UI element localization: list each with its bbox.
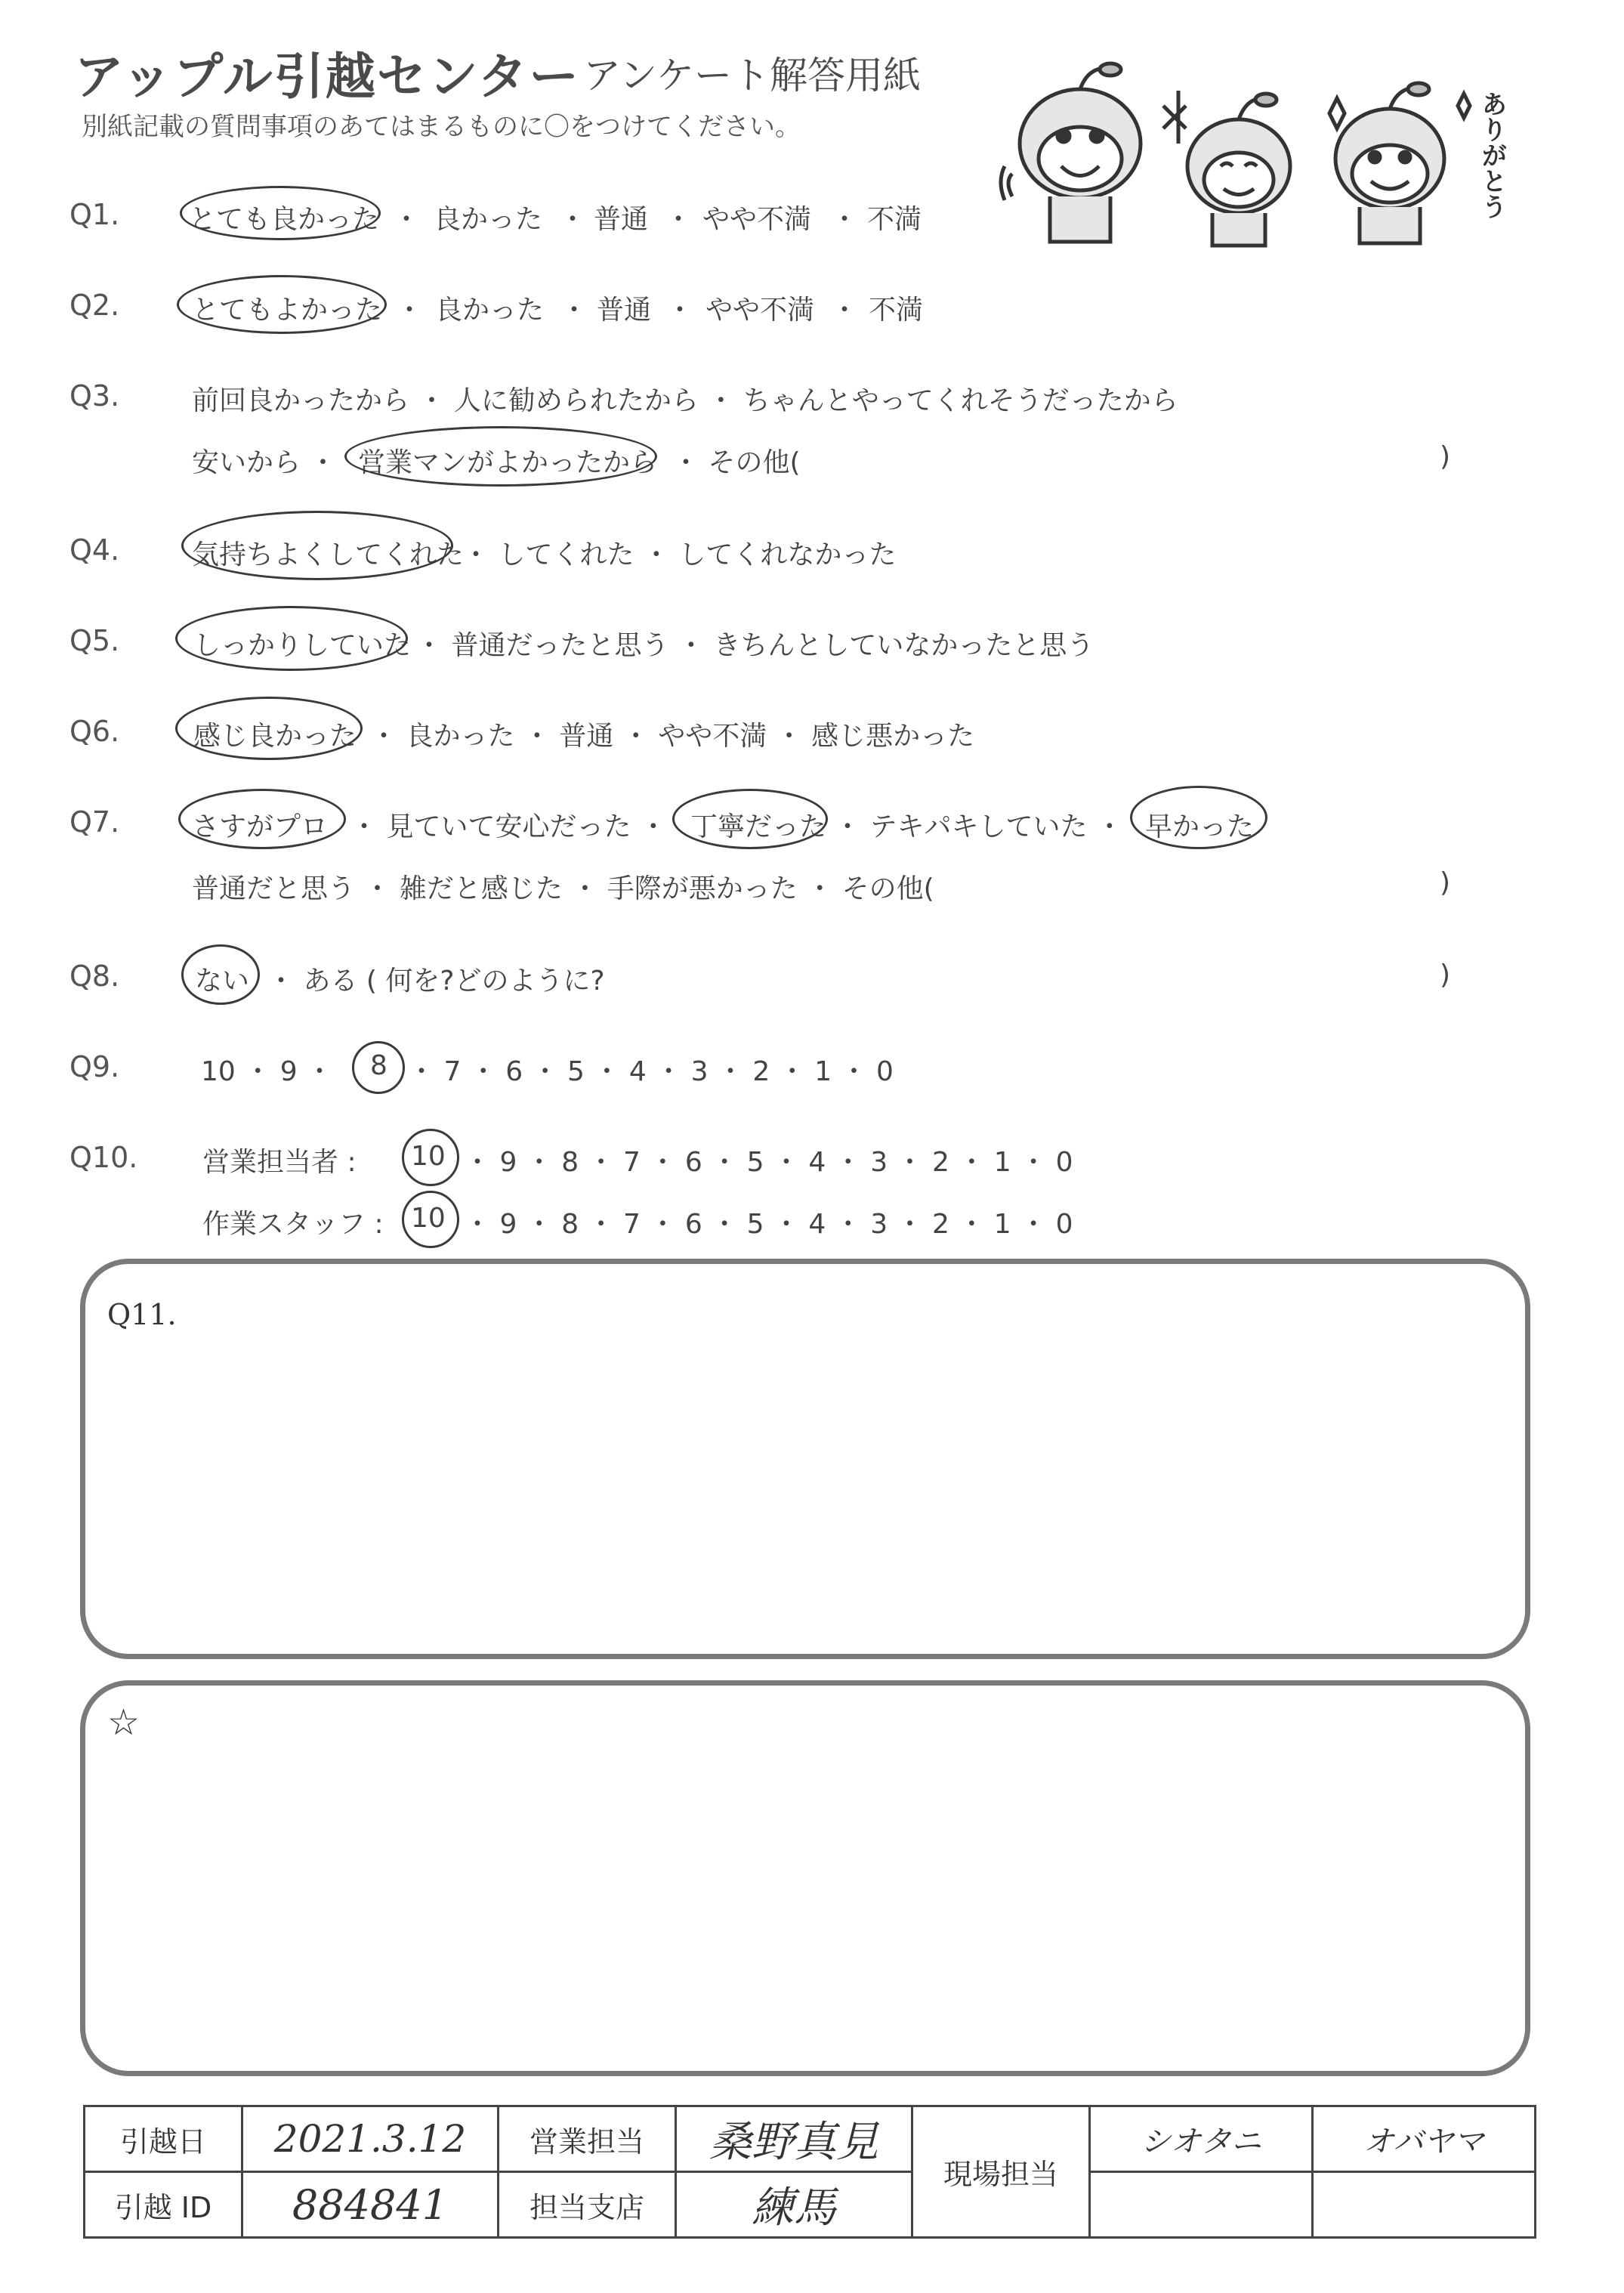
q10-staff-scale[interactable]: ・ 9 ・ 8 ・ 7 ・ 6 ・ 5 ・ 4 ・ 3 ・ 2 ・ 1 ・ 0 bbox=[464, 1209, 1073, 1240]
q10-sales-scale[interactable]: ・ 9 ・ 8 ・ 7 ・ 6 ・ 5 ・ 4 ・ 3 ・ 2 ・ 1 ・ 0 bbox=[464, 1147, 1073, 1178]
q7-option-polite[interactable]: 丁寧だった bbox=[690, 811, 827, 842]
q2-separator: ・ bbox=[666, 295, 694, 326]
q2-separator: ・ bbox=[831, 295, 859, 326]
q2-option-5[interactable]: 不満 bbox=[869, 295, 924, 326]
q9-scale-high[interactable]: 10 ・ 9 ・ bbox=[201, 1056, 334, 1087]
q10-sales-score-selected[interactable]: 10 bbox=[411, 1141, 446, 1172]
q5-option-1[interactable]: しっかりしていた bbox=[193, 630, 412, 661]
q10-staff-label: 作業スタッフ : bbox=[202, 1209, 384, 1240]
q9-scale-low[interactable]: ・ 7 ・ 6 ・ 5 ・ 4 ・ 3 ・ 2 ・ 1 ・ 0 bbox=[408, 1056, 894, 1087]
q2-selection-circle bbox=[177, 275, 387, 334]
q2-option-3[interactable]: 普通 bbox=[597, 295, 652, 326]
q6-option-1[interactable]: 感じ良かった bbox=[193, 721, 357, 752]
q10-sales-selection-circle bbox=[402, 1129, 459, 1186]
q7-option-fast[interactable]: 早かった bbox=[1145, 811, 1255, 842]
q7-selection-circle-2 bbox=[672, 789, 828, 849]
branch-label: 担当支店 bbox=[499, 2172, 676, 2238]
q7-option-pro[interactable]: さすがプロ bbox=[192, 811, 329, 842]
q10-staff-selection-circle bbox=[402, 1191, 459, 1248]
q1-option-2[interactable]: 良かった bbox=[434, 204, 543, 235]
q2-option-1[interactable]: とてもよかった bbox=[192, 295, 383, 326]
q10-sales-label: 営業担当者 : bbox=[202, 1147, 357, 1178]
branch-value: 練馬 bbox=[676, 2172, 912, 2238]
q2-option-4[interactable]: やや不満 bbox=[705, 295, 815, 326]
sales-rep-value: 桑野真見 bbox=[676, 2106, 912, 2172]
q1-separator: ・ bbox=[559, 204, 587, 235]
move-id-label: 引越 ID bbox=[85, 2172, 242, 2238]
q7-selection-circle-1 bbox=[178, 789, 346, 849]
q6-other-options[interactable]: ・ 良かった ・ 普通 ・ やや不満 ・ 感じ悪かった bbox=[370, 721, 975, 752]
q1-separator: ・ bbox=[393, 204, 421, 235]
q1-separator: ・ bbox=[831, 204, 859, 235]
q5-other-options[interactable]: ・ 普通だったと思う ・ きちんとしていなかったと思う bbox=[415, 630, 1095, 661]
star-comment-box[interactable] bbox=[80, 1680, 1530, 2076]
q10-label: Q10. bbox=[69, 1141, 138, 1174]
site-rep-4-empty bbox=[1313, 2172, 1536, 2238]
q7-option-safe[interactable]: ・ 見ていて安心だった ・ bbox=[350, 811, 667, 842]
q9-selection-circle bbox=[352, 1041, 405, 1094]
q3-option-other[interactable]: ・ その他( bbox=[672, 447, 801, 478]
q4-selection-circle bbox=[181, 511, 453, 580]
form-title: アップル引越センター bbox=[74, 48, 581, 106]
q2-separator: ・ bbox=[560, 295, 588, 326]
move-id-value: 884841 bbox=[242, 2172, 499, 2238]
q7-selection-circle-3 bbox=[1130, 786, 1267, 849]
move-info-table bbox=[83, 2105, 1536, 2239]
q9-label: Q9. bbox=[69, 1050, 120, 1083]
q1-label: Q1. bbox=[69, 198, 120, 231]
monkey-mascots-illustration bbox=[997, 45, 1541, 249]
q7-options-line-2[interactable]: 普通だと思う ・ 雑だと感じた ・ 手際が悪かった ・ その他( bbox=[192, 873, 934, 904]
q8-selection-circle bbox=[181, 944, 260, 1005]
site-rep-1-value: シオタニ bbox=[1090, 2106, 1313, 2172]
monkey-mascot-icon bbox=[1001, 63, 1141, 242]
site-rep-2-value: オバヤマ bbox=[1313, 2106, 1536, 2172]
q1-option-3[interactable]: 普通 bbox=[594, 204, 649, 235]
q3-selection-circle bbox=[344, 426, 657, 487]
q11-comment-box[interactable] bbox=[80, 1259, 1530, 1659]
q3-label: Q3. bbox=[69, 379, 120, 413]
q1-option-1[interactable]: とても良かった bbox=[189, 204, 380, 235]
q3-option-cheap[interactable]: 安いから ・ bbox=[192, 447, 337, 478]
q9-score-selected[interactable]: 8 bbox=[370, 1050, 387, 1081]
q8-label: Q8. bbox=[69, 960, 120, 993]
q3-options-line-1[interactable]: 前回良かったから ・ 人に勧められたから ・ ちゃんとやってくれそうだったから bbox=[192, 385, 1178, 416]
q3-option-salesman[interactable]: 営業マンがよかったから bbox=[358, 447, 658, 478]
q6-selection-circle bbox=[175, 697, 363, 760]
q8-option-none[interactable]: ない bbox=[195, 966, 250, 997]
q7-option-quick-work[interactable]: ・ テキパキしていた ・ bbox=[834, 811, 1123, 842]
site-rep-label: 現場担当 bbox=[912, 2106, 1090, 2238]
q2-separator: ・ bbox=[396, 295, 424, 326]
q6-label: Q6. bbox=[69, 715, 120, 748]
q4-other-options[interactable]: ・ してくれた ・ してくれなかった bbox=[462, 539, 897, 570]
move-date-label: 引越日 bbox=[85, 2106, 242, 2172]
q1-separator: ・ bbox=[665, 204, 693, 235]
monkey-mascot-icon bbox=[1329, 83, 1470, 243]
q2-option-2[interactable]: 良かった bbox=[435, 295, 545, 326]
instruction-text: 別紙記載の質問事項のあてはまるものに〇をつけてください。 bbox=[82, 112, 801, 142]
q5-selection-circle bbox=[175, 606, 408, 671]
q3-paren-close: ) bbox=[1440, 441, 1451, 472]
q1-option-4[interactable]: やや不満 bbox=[702, 204, 812, 235]
q2-label: Q2. bbox=[69, 289, 120, 322]
monkey-mascot-icon bbox=[1163, 91, 1290, 246]
q11-label: Q11. bbox=[107, 1298, 177, 1331]
sales-rep-label: 営業担当 bbox=[499, 2106, 676, 2172]
q7-paren-close: ) bbox=[1440, 867, 1451, 898]
q10-staff-score-selected[interactable]: 10 bbox=[411, 1203, 446, 1234]
thanks-text: ありがとう bbox=[1477, 91, 1507, 219]
q1-option-5[interactable]: 不満 bbox=[867, 204, 922, 235]
q8-option-yes[interactable]: ・ ある ( 何を?どのように? bbox=[267, 966, 605, 997]
move-date-value: 2021.3.12 bbox=[242, 2106, 499, 2172]
q7-label: Q7. bbox=[69, 805, 120, 839]
form-subtitle: アンケート解答用紙 bbox=[583, 54, 921, 97]
site-rep-3-empty bbox=[1090, 2172, 1313, 2238]
q4-label: Q4. bbox=[69, 533, 120, 567]
star-icon: ☆ bbox=[107, 1701, 140, 1744]
q4-option-1[interactable]: 気持ちよくしてくれた bbox=[192, 539, 465, 570]
q1-selection-circle bbox=[180, 186, 381, 240]
q8-paren-close: ) bbox=[1440, 960, 1451, 990]
q5-label: Q5. bbox=[69, 624, 120, 657]
